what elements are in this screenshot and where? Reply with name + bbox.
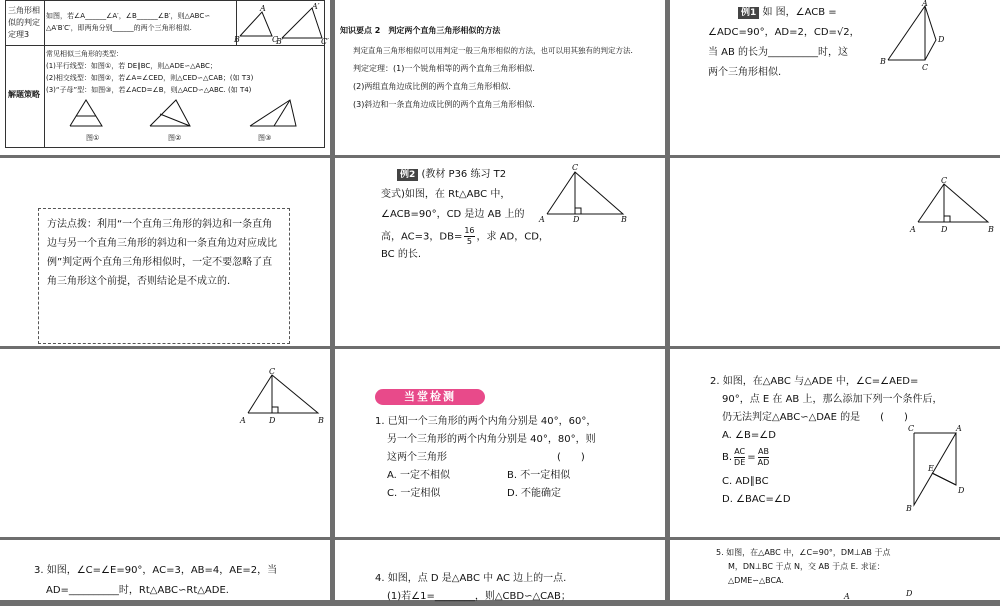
q3-line-2: AD=__________时，Rt△ABC∽Rt△ADE. (46, 585, 229, 596)
example2-line-5: BC 的长. (381, 249, 422, 260)
method-line-3: (2)两组直角边成比例的两个直角三角形相似. (353, 82, 511, 91)
strategy-line-1: 常见相似三角形的类型： (46, 50, 123, 58)
q5-line-1: 5. 如图，在△ABC 中，∠C=90°，DM⊥AB 于点 (716, 548, 891, 557)
svg-text:A: A (922, 0, 928, 8)
theorem3-figure (232, 2, 327, 44)
knowledge-point-title: 知识要点 2 判定两个直角三角形相似的方法 (340, 26, 501, 35)
svg-text:C: C (272, 35, 279, 44)
example2-figure-repeat (236, 367, 330, 429)
method-line-1: 判定直角三角形相似可以用判定一般三角形相似的方法，也可以用其独有的判定方法. (353, 46, 633, 55)
svg-text:A: A (910, 225, 916, 234)
svg-text:A: A (956, 424, 962, 433)
q2-option-b-eq: = (747, 452, 756, 463)
q2-figure (902, 423, 972, 513)
q5-line-2: M，DN⊥BC 于点 N，交 AB 于点 E. 求证： (728, 562, 885, 571)
example1-line-4: 两个三角形相似. (708, 67, 782, 78)
triangle-abc (918, 184, 988, 222)
q2-option-d[interactable]: D. ∠BAC=∠D (722, 494, 791, 505)
strategy-line-2: (1)平行线型：如图①，若 DE∥BC，则△ADE∽△ABC； (46, 62, 217, 70)
row1-text-2: △A′B′C′，即两角分别______的两个三角形相似. (46, 24, 192, 32)
q2-line-3: 仍无法判定△ABC∽△DAE 的是 ( ) (722, 412, 908, 423)
slide-class-check (335, 349, 665, 537)
figure2-triangle (150, 100, 190, 126)
example1-line-1: 如 图，∠ACB = (762, 7, 837, 18)
row1-text-1: 如图，若∠A______∠A′，∠B______∠B′，则△ABC∽ (46, 12, 211, 20)
svg-text:C: C (572, 163, 579, 172)
q2-frac1-num: AC (734, 446, 746, 456)
db-fraction-den: 5 (466, 237, 472, 246)
svg-text:C: C (269, 367, 276, 376)
svg-text:C: C (922, 63, 929, 72)
fig-label-3: 图③ (258, 134, 272, 142)
q2-frac2-num: AB (757, 446, 769, 456)
example1-figure (878, 0, 948, 72)
q2-option-b[interactable] (722, 445, 771, 471)
slide-method-tip (0, 158, 330, 346)
triangle-abc (240, 12, 272, 36)
slide-question4 (335, 540, 665, 600)
q1-option-c[interactable]: C. 一定相似 (387, 488, 441, 499)
q1-option-b[interactable]: B. 不一定相似 (507, 470, 571, 481)
method-tip-box: 方法点拨：利用“一个直角三角形的斜边和一条直角边与另一个直角三角形的斜边和一条直角边对应成比例”判定两个直角三角形相似时，一定不要忽略了直角三角形这个前提，否则结论是不成立的. (38, 208, 290, 344)
svg-text:D: D (941, 225, 948, 234)
example1-line-3: 当 AB 的长为__________时，这 (708, 47, 849, 58)
svg-text:A: A (539, 215, 545, 224)
slide-example2-figure (670, 158, 1000, 346)
svg-text:D: D (906, 589, 913, 598)
db-fraction (464, 226, 474, 247)
q5-line-3: △DME∽△BCA. (728, 576, 784, 585)
class-check-banner: 当堂检测 (375, 389, 485, 405)
slide-example2 (335, 158, 665, 346)
svg-text:A: A (260, 4, 266, 13)
figure1-triangle (70, 100, 102, 126)
svg-text:B′: B′ (276, 37, 284, 46)
example1-tag: 例1 (738, 7, 759, 19)
q2-line-1: 2. 如图，在△ABC 与△ADE 中，∠C=∠AED= (710, 376, 919, 387)
q3-line-1: 3. 如图，∠C=∠E=90°，AC=3，AB=4，AE=2，当 (34, 565, 278, 576)
svg-text:D: D (958, 486, 965, 495)
slide-figure-repeat (0, 349, 330, 537)
svg-text:A: A (844, 592, 850, 601)
example2-line-4 (381, 226, 549, 247)
triangle-adc (925, 6, 936, 60)
q4-line-1: 4. 如图，点 D 是△ABC 中 AC 边上的一点. (375, 573, 567, 584)
slide-question3 (0, 540, 330, 600)
svg-text:B: B (234, 35, 240, 44)
svg-text:A′: A′ (312, 2, 320, 11)
example2-line-4a: 高，AC=3，DB= (381, 231, 463, 243)
example2-line-1: (教材 P36 练习 T2 (421, 169, 507, 180)
triangle-acb (888, 6, 925, 60)
example2-tag: 例2 (397, 169, 418, 181)
q2-option-a[interactable]: A. ∠B=∠D (722, 430, 776, 441)
row1-head-2: 似的判定 (8, 18, 40, 27)
svg-text:A: A (240, 416, 246, 425)
q2-frac1-den: DE (734, 457, 746, 467)
slide-question2 (670, 349, 1000, 537)
triangle-ade (932, 433, 956, 485)
q5-figure (820, 588, 940, 600)
method-line-4: (3)斜边和一条直角边成比例的两个直角三角形相似. (353, 100, 535, 109)
svg-text:D: D (269, 416, 276, 425)
q2-line-2: 90°，点 E 在 AB 上，那么添加下列一个条件后， (722, 394, 943, 405)
example2-figure (535, 158, 635, 230)
strategy-line-3: (2)相交线型：如图②，若∠A=∠CED，则△CED∽△CAB；(如 T3) (46, 74, 254, 82)
q1-line-1: 1. 已知一个三角形的两个内角分别是 40°，60°， (375, 416, 597, 427)
svg-text:D: D (938, 35, 945, 44)
svg-text:E: E (928, 464, 934, 473)
svg-text:D: D (573, 215, 580, 224)
figure3-triangle (250, 100, 296, 126)
svg-text:C: C (941, 176, 948, 185)
svg-text:B: B (906, 504, 912, 513)
q1-option-d[interactable]: D. 不能确定 (507, 488, 562, 499)
db-fraction-num: 16 (464, 226, 475, 235)
svg-text:C: C (908, 424, 915, 433)
svg-text:B: B (318, 416, 324, 425)
slide-question5 (670, 540, 1000, 600)
example1-line-2: ∠ADC=90°，AD=2，CD=√2， (708, 27, 860, 38)
svg-text:C′: C′ (321, 37, 329, 46)
triangle-abc (547, 172, 623, 214)
q4-line-2: (1)若∠1=________，则△CBD∽△CAB； (387, 591, 571, 602)
q1-option-a[interactable]: A. 一定不相似 (387, 470, 451, 481)
row1-head-1: 三角形相 (8, 6, 40, 15)
svg-text:B: B (988, 225, 994, 234)
q2-option-b-prefix: B. (722, 452, 733, 463)
svg-text:B: B (621, 215, 627, 224)
example2-line-2: 变式)如图，在 Rt△ABC 中， (381, 189, 511, 200)
example2-line-3: ∠ACB=90°，CD 是边 AB 上的 (381, 209, 525, 220)
svg-text:B: B (880, 57, 886, 66)
q1-line-3: 这两个三角形 ( ) (387, 452, 585, 463)
triangle-abc (914, 433, 956, 505)
strategy-figures (60, 96, 310, 136)
strategy-line-4: (3)“子母”型：如图③，若∠ACD=∠B，则△ACD∽△ABC. (如 T4) (46, 86, 252, 94)
example2-figure-large (906, 176, 1000, 238)
fig-label-2: 图② (168, 134, 182, 142)
triangle-abc-prime (282, 8, 322, 38)
slide-right-triangle-methods (335, 0, 665, 155)
slide-example1 (670, 0, 1000, 155)
q1-line-2: 另一个三角形的两个内角分别是 40°，80°，则 (387, 434, 596, 445)
q2-option-c[interactable]: C. AD∥BC (722, 476, 769, 487)
example2-line-4b: ，求 AD，CD， (476, 231, 549, 243)
triangle-abc (248, 375, 318, 413)
method-line-2: 判定定理：(1)一个锐角相等的两个直角三角形相似. (353, 64, 535, 73)
row1-head-3: 定理3 (8, 30, 30, 39)
fig-label-1: 图① (86, 134, 100, 142)
slide-theorem3 (0, 0, 330, 155)
q2-frac2-den: AD (757, 457, 770, 467)
row2-head: 解题策略 (8, 90, 40, 99)
